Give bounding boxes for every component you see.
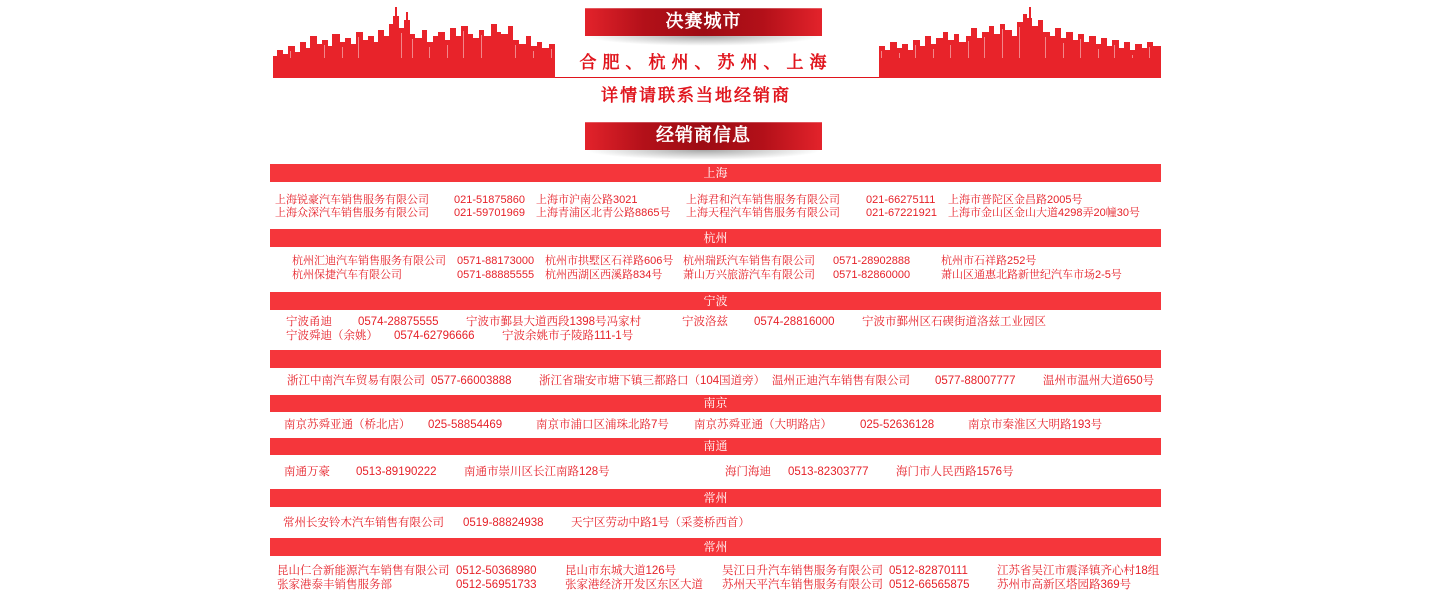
skyline-building [395, 7, 397, 78]
skyline-building [306, 48, 310, 78]
skyline-building [1050, 36, 1055, 78]
skyline-window [1080, 39, 1081, 58]
skyline-window [968, 41, 969, 58]
dealer-phone: 0512-66565875 [889, 579, 970, 591]
dealer-name: 温州正迪汽车销售有限公司 [772, 375, 910, 387]
skyline-building [920, 46, 925, 78]
skyline-building [406, 12, 408, 78]
skyline-window [515, 45, 516, 58]
region-bar-changzhou: 常州 [270, 489, 1161, 507]
dealer-row [0, 418, 1431, 432]
dealer-phone: 0571-28902888 [833, 255, 911, 267]
skyline-window [481, 35, 482, 58]
skyline-window [1132, 55, 1133, 58]
skyline-building [542, 48, 549, 78]
dealer-row [0, 254, 1431, 268]
dealer-info-banner-text: 经销商信息 [656, 125, 751, 146]
dealer-name: 上海锐豪汽车销售服务有限公司 [275, 194, 429, 206]
dealer-name: 南通万豪 [284, 466, 330, 478]
skyline-building [925, 36, 931, 78]
skyline-window [447, 45, 448, 58]
dealer-address: 萧山区通惠北路新世纪汽车市场2-5号 [941, 269, 1122, 281]
dealer-name: 南京苏舜亚通（桥北店） [284, 419, 411, 431]
dealer-address: 南通市崇川区长江南路128号 [464, 466, 610, 478]
skyline-window [950, 45, 951, 58]
dealer-phone: 0571-88173000 [457, 255, 535, 267]
dealer-name: 上海众深汽车销售服务有限公司 [275, 207, 429, 219]
skyline-building [1005, 30, 1012, 78]
dealer-name: 南京苏舜亚通（大明路店） [694, 419, 832, 431]
region-bar-nanjing: 南京 [270, 395, 1161, 412]
dealer-phone: 025-58854469 [428, 419, 503, 431]
skyline-building [328, 46, 332, 78]
skyline-building [1023, 14, 1027, 78]
skyline-window [984, 37, 985, 58]
skyline-window [1063, 43, 1064, 58]
skyline-window [290, 51, 291, 58]
skyline-window [1149, 47, 1150, 58]
dealer-name: 上海天程汽车销售服务有限公司 [686, 207, 840, 219]
dealer-row [0, 193, 1431, 207]
dealer-row [0, 465, 1431, 479]
skyline-building [879, 46, 885, 78]
skyline-building [501, 34, 508, 78]
dealer-row [0, 206, 1431, 220]
skyline-building [913, 40, 920, 78]
dealer-address: 浙江省瑞安市塘下镇三都路口（104国道旁） [539, 375, 766, 387]
dealer-address: 杭州市石祥路252号 [941, 255, 1037, 267]
dealer-address: 苏州市高新区塔园路369号 [997, 579, 1132, 591]
skyline-building [473, 38, 479, 78]
skyline-building [971, 28, 977, 78]
finals-cities-list: 合肥、杭州、苏州、上海 [579, 53, 833, 73]
skyline-building [1135, 44, 1142, 78]
skyline-building [519, 44, 526, 78]
dealer-phone: 0519-88824938 [463, 517, 544, 529]
skyline-building [1130, 50, 1135, 78]
dealer-row [0, 564, 1431, 578]
skyline-building [1055, 28, 1061, 78]
skyline-building [1107, 46, 1112, 78]
skyline-building [1066, 32, 1073, 78]
skyline-window [551, 49, 552, 58]
dealer-name: 杭州汇迪汽车销售服务有限公司 [292, 255, 446, 267]
dealer-row [0, 578, 1431, 592]
skyline-window [933, 49, 934, 58]
dealer-name: 杭州保捷汽车有限公司 [292, 269, 402, 281]
dealer-phone: 0577-88007777 [935, 375, 1016, 387]
skyline-window [401, 33, 402, 58]
dealer-address: 上海市金山区金山大道4298弄20幢30号 [948, 207, 1140, 219]
skyline-building [374, 42, 378, 78]
skyline-building [384, 36, 389, 78]
skyline-building [497, 32, 501, 78]
skyline-building [1038, 20, 1043, 78]
skyline-building [537, 42, 542, 78]
region-bar-ningbo: 宁波 [270, 292, 1161, 310]
skyline-building [943, 32, 948, 78]
skyline-building [1112, 40, 1119, 78]
dealer-address: 上海市普陀区金昌路2005号 [948, 194, 1083, 206]
skyline-building [1032, 26, 1038, 78]
skyline-building [977, 38, 982, 78]
skyline-right-image [879, 6, 1161, 78]
dealer-phone: 0571-82860000 [833, 269, 911, 281]
skyline-window [342, 47, 343, 58]
dealer-row [0, 374, 1431, 388]
dealer-address: 昆山市东城大道126号 [565, 565, 677, 577]
dealer-name: 上海君和汽车销售服务有限公司 [686, 194, 840, 206]
dealer-phone: 021-59701969 [454, 207, 525, 219]
skyline-building [1073, 40, 1078, 78]
header-divider [555, 77, 879, 78]
skyline-building [908, 50, 913, 78]
skyline-window [358, 37, 359, 58]
dealer-address: 南京市秦淮区大明路193号 [968, 419, 1103, 431]
skyline-building [508, 26, 513, 78]
skyline-building [526, 36, 531, 78]
dealer-phone: 0512-56951733 [456, 579, 537, 591]
dealer-info-banner-shadow [585, 150, 822, 160]
skyline-building [433, 36, 438, 78]
skyline-building [902, 44, 908, 78]
region-bar-shanghai: 上海 [270, 164, 1161, 182]
contact-dealer-note: 详情请联系当地经销商 [601, 86, 791, 106]
skyline-building [450, 28, 456, 78]
region-bar-hangzhou: 杭州 [270, 229, 1161, 247]
skyline-window [1098, 49, 1099, 58]
skyline-building [491, 24, 497, 78]
region-bar-changzhou-2: 常州 [270, 538, 1161, 556]
skyline-left-image [273, 6, 555, 78]
dealer-address: 张家港经济开发区东区大道 [565, 579, 703, 591]
dealer-name: 苏州天平汽车销售服务有限公司 [722, 579, 883, 591]
skyline-building [890, 42, 897, 78]
skyline-building [1142, 48, 1147, 78]
skyline-building [332, 34, 340, 78]
dealer-address: 宁波市鄞县大道西段1398号冯家村 [466, 316, 642, 328]
skyline-building [1119, 48, 1124, 78]
dealer-row [0, 268, 1431, 282]
dealer-phone: 0513-89190222 [356, 466, 437, 478]
dealer-phone: 0513-82303777 [788, 466, 869, 478]
skyline-building [1124, 42, 1130, 78]
dealer-address: 天宁区劳动中路1号（采菱桥西首） [571, 517, 750, 529]
skyline-window [533, 51, 534, 58]
skyline-building [1101, 38, 1107, 78]
dealer-phone: 021-51875860 [454, 194, 525, 206]
dealer-name: 宁波舜迪（余姚） [286, 330, 378, 342]
skyline-window [1114, 45, 1115, 58]
skyline-window [1045, 37, 1046, 58]
dealer-name: 常州长安铃木汽车销售有限公司 [283, 517, 444, 529]
dealer-phone: 0512-82870111 [889, 565, 968, 577]
skyline-building [531, 46, 537, 78]
skyline-window [881, 51, 882, 58]
dealer-row [0, 329, 1431, 343]
dealer-phone: 0574-62796666 [394, 330, 475, 342]
dealer-phone: 021-66275111 [866, 194, 936, 206]
skyline-building [1043, 32, 1050, 78]
skyline-building [994, 34, 1000, 78]
dealer-name: 张家港泰丰销售服务部 [277, 579, 392, 591]
skyline-window [915, 45, 916, 58]
skyline-building [389, 24, 393, 78]
finals-city-banner [585, 8, 822, 36]
dealer-phone: 0571-88885555 [457, 269, 535, 281]
skyline-building [300, 42, 306, 78]
skyline-building [885, 50, 890, 78]
skyline-window [1019, 27, 1020, 58]
dealer-address: 宁波市鄞州区石碶街道洛兹工业园区 [862, 316, 1046, 328]
skyline-building [989, 26, 994, 78]
dealer-address: 上海青浦区北青公路8865号 [536, 207, 671, 219]
skyline-building [1012, 36, 1017, 78]
dealer-name: 杭州瑞跃汽车销售有限公司 [683, 255, 815, 267]
dealer-address: 海门市人民西路1576号 [896, 466, 1014, 478]
finals-city-banner-shadow [585, 36, 822, 46]
dealer-phone: 0574-28816000 [754, 316, 835, 328]
dealer-address: 温州市温州大道650号 [1043, 375, 1155, 387]
skyline-building [356, 32, 363, 78]
dealer-name: 宁波甬迪 [286, 316, 332, 328]
dealer-phone: 0512-50368980 [456, 565, 537, 577]
skyline-building [1153, 46, 1161, 78]
skyline-building [310, 36, 317, 78]
skyline-window [324, 45, 325, 58]
skyline-building [468, 34, 473, 78]
dealer-address: 杭州市拱墅区石祥路606号 [545, 255, 674, 267]
skyline-building [936, 38, 943, 78]
skyline-building [1029, 7, 1031, 78]
skyline-building [1089, 36, 1096, 78]
region-bar-blank [270, 350, 1161, 368]
dealer-info-banner [585, 122, 822, 150]
dealer-phone: 021-67221921 [866, 207, 937, 219]
skyline-building [484, 36, 491, 78]
dealer-phone: 0577-66003888 [431, 375, 512, 387]
skyline-building [351, 44, 356, 78]
skyline-window [1002, 29, 1003, 58]
dealer-row [0, 315, 1431, 329]
skyline-window [412, 39, 413, 58]
dealer-name: 海门海迪 [725, 466, 771, 478]
skyline-building [954, 34, 959, 78]
skyline-building [288, 46, 295, 78]
dealer-phone: 0574-28875555 [358, 316, 439, 328]
dealer-address: 上海市沪南公路3021 [536, 194, 638, 206]
skyline-building [1084, 42, 1089, 78]
skyline-building [461, 26, 468, 78]
dealer-name: 浙江中南汽车贸易有限公司 [287, 375, 425, 387]
skyline-building [368, 36, 374, 78]
skyline-building [317, 44, 322, 78]
dealer-name: 吴江日升汽车销售服务有限公司 [722, 565, 883, 577]
skyline-building [378, 30, 384, 78]
skyline-building [283, 54, 288, 78]
dealer-name: 萧山万兴旅游汽车有限公司 [683, 269, 815, 281]
skyline-building [345, 38, 351, 78]
skyline-window [463, 31, 464, 58]
dealer-address: 南京市浦口区浦珠北路7号 [536, 419, 669, 431]
skyline-building [897, 48, 902, 78]
skyline-building [959, 42, 966, 78]
skyline-building [982, 32, 989, 78]
dealer-name: 昆山仁合新能源汽车销售有限公司 [277, 565, 450, 577]
finals-city-banner-text: 决赛城市 [665, 11, 742, 32]
skyline-window [429, 47, 430, 58]
dealer-address: 杭州西湖区西溪路834号 [545, 269, 663, 281]
skyline-building [295, 52, 300, 78]
skyline-building [422, 30, 427, 78]
skyline-building [273, 56, 277, 78]
dealer-phone: 025-52636128 [860, 419, 935, 431]
skyline-building [415, 38, 422, 78]
skyline-building [277, 50, 283, 78]
dealer-row [0, 516, 1431, 530]
region-bar-nantong: 南通 [270, 438, 1161, 455]
dealer-name: 宁波洛兹 [682, 316, 728, 328]
skyline-window [899, 53, 900, 58]
skyline-building [363, 40, 368, 78]
dealer-address: 宁波余姚市子陵路111-1号 [502, 330, 634, 342]
dealer-address: 江苏省吴江市震泽镇齐心村18组 [997, 565, 1160, 577]
skyline-building [438, 32, 445, 78]
skyline-building [456, 36, 461, 78]
